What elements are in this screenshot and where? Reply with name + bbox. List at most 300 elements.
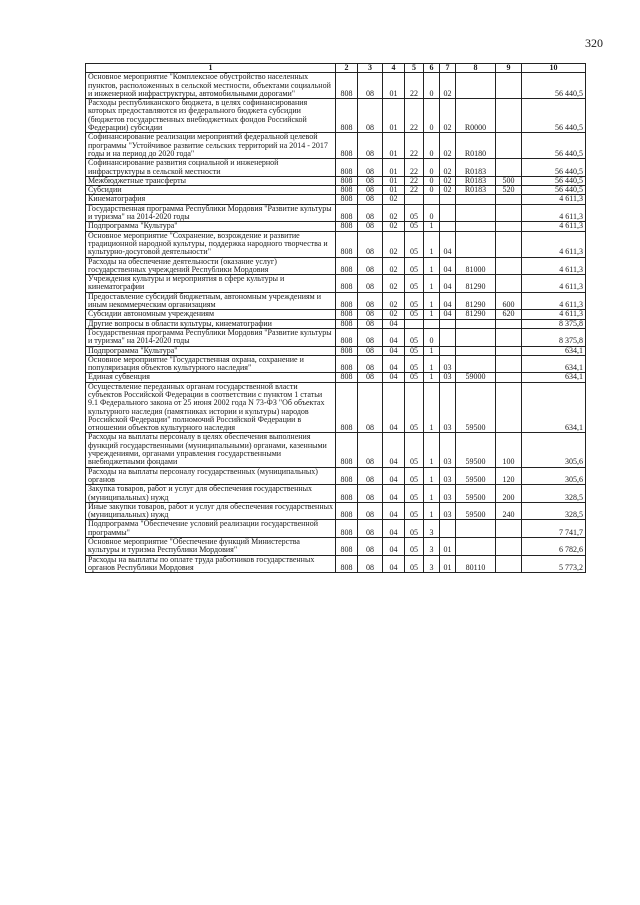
cell-program: 05 [405, 373, 424, 382]
table-row [86, 373, 586, 382]
cell-ministry: 808 [336, 319, 358, 328]
cell-expense-type [496, 195, 522, 204]
cell-expense-type: 620 [496, 310, 522, 319]
cell-activity [440, 204, 456, 222]
cell-subsection: 01 [383, 99, 405, 133]
cell-expense-type [496, 231, 522, 257]
cell-program: 05 [405, 502, 424, 520]
row-name: Предоставление субсидий бюджетным, автономным учреждениям и иным некоммерческим организациям [86, 292, 336, 310]
cell-expense-type [496, 257, 522, 275]
row-name: Учреждения культуры и мероприятия в сфере культуры и кинематографии [86, 275, 336, 293]
cell-subsection: 02 [383, 195, 405, 204]
cell-expense-type: 240 [496, 502, 522, 520]
cell-program: 05 [405, 485, 424, 503]
cell-direction: 59500 [456, 467, 496, 485]
cell-amount: 6 782,6 [522, 538, 586, 556]
cell-activity: 03 [440, 433, 456, 467]
table-row [86, 176, 586, 185]
cell-direction: 59500 [456, 485, 496, 503]
cell-subprogram: 1 [424, 346, 440, 355]
column-header: 8 [456, 64, 496, 73]
cell-subsection: 04 [383, 538, 405, 556]
cell-subsection: 04 [383, 355, 405, 373]
row-name: Закупка товаров, работ и услуг для обеспечения государственных (муниципальных) нужд [86, 485, 336, 503]
cell-subprogram: 0 [424, 204, 440, 222]
table-row [86, 538, 586, 556]
row-name: Другие вопросы в области культуры, кинематографии [86, 319, 336, 328]
cell-section: 08 [358, 502, 383, 520]
cell-subprogram: 3 [424, 555, 440, 573]
table-row [86, 355, 586, 373]
cell-amount: 328,5 [522, 485, 586, 503]
cell-subprogram: 0 [424, 186, 440, 195]
cell-activity: 03 [440, 485, 456, 503]
cell-section: 08 [358, 176, 383, 185]
table-row [86, 433, 586, 467]
cell-direction: 59500 [456, 433, 496, 467]
cell-direction: R0183 [456, 186, 496, 195]
cell-program: 22 [405, 186, 424, 195]
row-name: Расходы на выплаты персоналу государственных (муниципальных) органов [86, 467, 336, 485]
cell-expense-type [496, 346, 522, 355]
cell-section: 08 [358, 159, 383, 177]
cell-activity: 03 [440, 502, 456, 520]
table-row [86, 222, 586, 231]
cell-section: 08 [358, 231, 383, 257]
cell-direction [456, 195, 496, 204]
cell-section: 08 [358, 275, 383, 293]
cell-ministry: 808 [336, 373, 358, 382]
cell-subsection: 04 [383, 373, 405, 382]
cell-program: 22 [405, 133, 424, 159]
cell-direction [456, 222, 496, 231]
cell-expense-type: 100 [496, 433, 522, 467]
cell-section: 08 [358, 99, 383, 133]
cell-subprogram: 0 [424, 328, 440, 346]
cell-subsection: 01 [383, 186, 405, 195]
cell-activity: 04 [440, 292, 456, 310]
cell-subprogram: 1 [424, 222, 440, 231]
cell-subprogram: 1 [424, 310, 440, 319]
cell-subsection: 02 [383, 222, 405, 231]
cell-program: 22 [405, 159, 424, 177]
cell-activity [440, 195, 456, 204]
cell-ministry: 808 [336, 176, 358, 185]
cell-direction: 81290 [456, 310, 496, 319]
cell-direction: 80110 [456, 555, 496, 573]
cell-ministry: 808 [336, 502, 358, 520]
cell-subprogram: 1 [424, 502, 440, 520]
cell-subprogram: 0 [424, 159, 440, 177]
cell-section: 08 [358, 222, 383, 231]
cell-activity: 02 [440, 133, 456, 159]
cell-program: 05 [405, 204, 424, 222]
table-row [86, 467, 586, 485]
cell-direction: R0180 [456, 133, 496, 159]
row-name: Государственная программа Республики Мордовия "Развитие культуры и туризма" на 2014-2020 годы [86, 204, 336, 222]
cell-amount: 305,6 [522, 433, 586, 467]
cell-activity: 01 [440, 538, 456, 556]
row-name: Расходы на выплаты персоналу в целях обеспечения выполнения функций государственными (муниципальными) органами, казенными учреждениями, органами управления государственными внебюджетными фондами [86, 433, 336, 467]
cell-subsection: 04 [383, 520, 405, 538]
column-header: 7 [440, 64, 456, 73]
cell-activity: 04 [440, 310, 456, 319]
cell-section: 08 [358, 346, 383, 355]
cell-program: 05 [405, 328, 424, 346]
cell-program: 22 [405, 99, 424, 133]
cell-section: 08 [358, 433, 383, 467]
cell-activity [440, 346, 456, 355]
cell-amount: 4 611,3 [522, 310, 586, 319]
cell-subsection: 02 [383, 275, 405, 293]
cell-ministry: 808 [336, 222, 358, 231]
column-header: 10 [522, 64, 586, 73]
cell-activity [440, 222, 456, 231]
cell-program: 05 [405, 538, 424, 556]
cell-program [405, 195, 424, 204]
row-name: Софинансирование развития социальной и инженерной инфраструктуры в сельской местности [86, 159, 336, 177]
cell-section: 08 [358, 382, 383, 433]
cell-direction: 81000 [456, 257, 496, 275]
cell-subsection: 04 [383, 485, 405, 503]
table-header-row [86, 64, 586, 73]
cell-section: 08 [358, 319, 383, 328]
cell-subprogram: 0 [424, 176, 440, 185]
cell-amount: 4 611,3 [522, 222, 586, 231]
cell-amount: 4 611,3 [522, 292, 586, 310]
cell-subsection: 04 [383, 382, 405, 433]
row-name: Расходы на выплаты по оплате труда работников государственных органов Республики Мордовия [86, 555, 336, 573]
cell-expense-type [496, 355, 522, 373]
column-header: 4 [383, 64, 405, 73]
cell-program: 05 [405, 257, 424, 275]
cell-program: 05 [405, 555, 424, 573]
cell-direction: 59000 [456, 373, 496, 382]
cell-activity [440, 328, 456, 346]
cell-ministry: 808 [336, 355, 358, 373]
cell-section: 08 [358, 555, 383, 573]
cell-expense-type [496, 99, 522, 133]
table-row [86, 133, 586, 159]
row-name: Основное мероприятие "Обеспечение функций Министерства культуры и туризма Республики Мордовия" [86, 538, 336, 556]
cell-expense-type: 600 [496, 292, 522, 310]
cell-direction [456, 346, 496, 355]
cell-section: 08 [358, 73, 383, 99]
cell-ministry: 808 [336, 204, 358, 222]
cell-amount: 8 375,8 [522, 328, 586, 346]
cell-amount: 634,1 [522, 346, 586, 355]
cell-amount: 7 741,7 [522, 520, 586, 538]
cell-ministry: 808 [336, 99, 358, 133]
cell-activity: 04 [440, 257, 456, 275]
cell-direction: 59500 [456, 502, 496, 520]
cell-ministry: 808 [336, 275, 358, 293]
cell-ministry: 808 [336, 467, 358, 485]
column-header: 1 [86, 64, 336, 73]
row-name: Расходы на обеспечение деятельности (оказание услуг) государственных учреждений Республики Мордовия [86, 257, 336, 275]
cell-subprogram: 1 [424, 485, 440, 503]
page-number: 320 [585, 36, 603, 50]
row-name: Субсидии [86, 186, 336, 195]
row-name: Подпрограмма "Культура" [86, 346, 336, 355]
cell-ministry: 808 [336, 231, 358, 257]
row-name: Подпрограмма "Обеспечение условий реализации государственной программы" [86, 520, 336, 538]
cell-subsection: 02 [383, 204, 405, 222]
cell-direction [456, 520, 496, 538]
cell-subsection: 04 [383, 555, 405, 573]
row-name: Межбюджетные трансферты [86, 176, 336, 185]
cell-ministry: 808 [336, 485, 358, 503]
column-header: 2 [336, 64, 358, 73]
cell-amount: 4 611,3 [522, 231, 586, 257]
cell-ministry: 808 [336, 310, 358, 319]
cell-ministry: 808 [336, 73, 358, 99]
cell-activity: 02 [440, 186, 456, 195]
cell-subprogram [424, 195, 440, 204]
table-row [86, 257, 586, 275]
table-row [86, 328, 586, 346]
cell-activity: 01 [440, 555, 456, 573]
table-row [86, 310, 586, 319]
cell-subprogram: 3 [424, 520, 440, 538]
cell-expense-type: 200 [496, 485, 522, 503]
table-row [86, 346, 586, 355]
cell-section: 08 [358, 310, 383, 319]
cell-program: 05 [405, 292, 424, 310]
cell-activity [440, 319, 456, 328]
cell-amount: 4 611,3 [522, 257, 586, 275]
cell-subsection: 02 [383, 257, 405, 275]
table-row [86, 73, 586, 99]
cell-subsection: 01 [383, 176, 405, 185]
table-row [86, 186, 586, 195]
cell-subprogram: 1 [424, 382, 440, 433]
cell-activity: 02 [440, 176, 456, 185]
cell-amount: 56 440,5 [522, 159, 586, 177]
cell-ministry: 808 [336, 538, 358, 556]
cell-subsection: 04 [383, 328, 405, 346]
cell-amount: 56 440,5 [522, 73, 586, 99]
row-name: Осуществление переданных органам государственной власти субъектов Российской Федерации в соответствии с пунктом 1 статьи 9.1 Федерального закона от 25 июня 2002 года N 73-ФЗ "Об объектах культурного наследия (памятниках истории и культуры) народов Российской Федерации" полномочий Российской Федерации в отношении объектов культурного наследия [86, 382, 336, 433]
cell-program [405, 319, 424, 328]
cell-subsection: 01 [383, 159, 405, 177]
cell-activity: 02 [440, 99, 456, 133]
cell-activity: 03 [440, 467, 456, 485]
table-row [86, 555, 586, 573]
cell-ministry: 808 [336, 382, 358, 433]
cell-subsection: 04 [383, 502, 405, 520]
cell-direction [456, 204, 496, 222]
table-row [86, 502, 586, 520]
cell-program: 05 [405, 467, 424, 485]
column-header: 3 [358, 64, 383, 73]
cell-subsection: 04 [383, 467, 405, 485]
cell-expense-type [496, 382, 522, 433]
cell-amount: 305,6 [522, 467, 586, 485]
cell-section: 08 [358, 204, 383, 222]
table-row [86, 275, 586, 293]
row-name: Государственная программа Республики Мордовия "Развитие культуры и туризма" на 2014-2020 годы [86, 328, 336, 346]
cell-ministry: 808 [336, 257, 358, 275]
cell-section: 08 [358, 186, 383, 195]
cell-direction: R0183 [456, 176, 496, 185]
cell-expense-type [496, 319, 522, 328]
cell-activity [440, 520, 456, 538]
cell-expense-type [496, 520, 522, 538]
cell-subsection: 02 [383, 292, 405, 310]
cell-program: 05 [405, 310, 424, 319]
cell-direction: 81290 [456, 292, 496, 310]
cell-section: 08 [358, 292, 383, 310]
cell-ministry: 808 [336, 346, 358, 355]
cell-direction [456, 355, 496, 373]
cell-amount: 56 440,5 [522, 186, 586, 195]
cell-subsection: 04 [383, 346, 405, 355]
cell-expense-type [496, 328, 522, 346]
cell-direction [456, 73, 496, 99]
cell-amount: 8 375,8 [522, 319, 586, 328]
cell-section: 08 [358, 520, 383, 538]
row-name: Расходы республиканского бюджета, в целях софинансирования которых предоставляются из федерального бюджета субсидии (бюджетов государственных внебюджетных фондов Российской Федерации) субсидии [86, 99, 336, 133]
cell-ministry: 808 [336, 159, 358, 177]
cell-activity: 04 [440, 275, 456, 293]
cell-direction [456, 328, 496, 346]
cell-subprogram: 1 [424, 373, 440, 382]
cell-activity: 02 [440, 159, 456, 177]
table-row [86, 292, 586, 310]
row-name: Субсидии автономным учреждениям [86, 310, 336, 319]
cell-subprogram: 0 [424, 133, 440, 159]
cell-ministry: 808 [336, 186, 358, 195]
cell-amount: 634,1 [522, 373, 586, 382]
cell-subprogram: 1 [424, 257, 440, 275]
cell-expense-type [496, 73, 522, 99]
cell-expense-type: 120 [496, 467, 522, 485]
cell-program: 05 [405, 275, 424, 293]
cell-section: 08 [358, 467, 383, 485]
table-row [86, 231, 586, 257]
cell-direction: 81290 [456, 275, 496, 293]
table-row [86, 520, 586, 538]
cell-subprogram: 1 [424, 275, 440, 293]
cell-amount: 5 773,2 [522, 555, 586, 573]
cell-activity: 02 [440, 73, 456, 99]
column-header: 9 [496, 64, 522, 73]
cell-activity: 04 [440, 231, 456, 257]
table-row [86, 382, 586, 433]
cell-amount: 56 440,5 [522, 99, 586, 133]
cell-direction: R0183 [456, 159, 496, 177]
row-name: Подпрограмма "Культура" [86, 222, 336, 231]
row-name: Софинансирование реализации мероприятий федеральной целевой программы "Устойчивое развитие сельских территорий на 2014 - 2017 годы и на период до 2020 года" [86, 133, 336, 159]
cell-expense-type: 520 [496, 186, 522, 195]
cell-amount: 4 611,3 [522, 275, 586, 293]
cell-subsection: 02 [383, 231, 405, 257]
column-header: 6 [424, 64, 440, 73]
cell-program: 22 [405, 176, 424, 185]
cell-program: 05 [405, 222, 424, 231]
cell-ministry: 808 [336, 520, 358, 538]
cell-subsection: 01 [383, 73, 405, 99]
cell-expense-type [496, 133, 522, 159]
cell-expense-type [496, 275, 522, 293]
cell-activity: 03 [440, 355, 456, 373]
table-body [86, 73, 586, 573]
table-row [86, 319, 586, 328]
cell-direction: R0000 [456, 99, 496, 133]
cell-program: 05 [405, 355, 424, 373]
cell-section: 08 [358, 485, 383, 503]
cell-direction [456, 231, 496, 257]
cell-ministry: 808 [336, 133, 358, 159]
cell-section: 08 [358, 195, 383, 204]
cell-ministry: 808 [336, 555, 358, 573]
cell-expense-type [496, 373, 522, 382]
table-row [86, 204, 586, 222]
cell-subprogram: 0 [424, 99, 440, 133]
column-header: 5 [405, 64, 424, 73]
cell-subsection: 01 [383, 133, 405, 159]
cell-subsection: 04 [383, 433, 405, 467]
cell-subprogram: 1 [424, 433, 440, 467]
cell-amount: 634,1 [522, 355, 586, 373]
cell-amount: 328,5 [522, 502, 586, 520]
table-row [86, 485, 586, 503]
cell-subprogram: 1 [424, 355, 440, 373]
cell-direction: 59500 [456, 382, 496, 433]
row-name: Основное мероприятие "Государственная охрана, сохранение и популяризация объектов культурного наследия" [86, 355, 336, 373]
cell-ministry: 808 [336, 195, 358, 204]
cell-section: 08 [358, 538, 383, 556]
cell-program: 05 [405, 520, 424, 538]
cell-section: 08 [358, 133, 383, 159]
cell-section: 08 [358, 373, 383, 382]
cell-subprogram: 1 [424, 231, 440, 257]
cell-program: 05 [405, 433, 424, 467]
cell-amount: 56 440,5 [522, 133, 586, 159]
cell-section: 08 [358, 257, 383, 275]
row-name: Основное мероприятие "Комплексное обустройство населенных пунктов, расположенных в сельской местности, объектами социальной и инженерной инфраструктуры, автомобильными дорогами" [86, 73, 336, 99]
row-name: Единая субвенция [86, 373, 336, 382]
cell-expense-type [496, 538, 522, 556]
cell-subprogram: 3 [424, 538, 440, 556]
cell-subprogram: 1 [424, 467, 440, 485]
cell-subsection: 04 [383, 319, 405, 328]
cell-program: 22 [405, 73, 424, 99]
cell-expense-type [496, 204, 522, 222]
table-row [86, 159, 586, 177]
table-row [86, 99, 586, 133]
row-name: Основное мероприятие "Сохранение, возрождение и развитие традиционной народной культуры, поддержка народного творчества и культурно-досуговой деятельности" [86, 231, 336, 257]
cell-section: 08 [358, 328, 383, 346]
table-row [86, 195, 586, 204]
cell-ministry: 808 [336, 328, 358, 346]
cell-amount: 634,1 [522, 382, 586, 433]
cell-expense-type [496, 555, 522, 573]
cell-expense-type [496, 159, 522, 177]
cell-direction [456, 319, 496, 328]
cell-ministry: 808 [336, 292, 358, 310]
cell-program: 05 [405, 382, 424, 433]
row-name: Кинематография [86, 195, 336, 204]
cell-activity: 03 [440, 382, 456, 433]
cell-subprogram: 0 [424, 73, 440, 99]
cell-program: 05 [405, 346, 424, 355]
cell-program: 05 [405, 231, 424, 257]
cell-ministry: 808 [336, 433, 358, 467]
row-name: Иные закупки товаров, работ и услуг для обеспечения государственных (муниципальных) нужд [86, 502, 336, 520]
cell-direction [456, 538, 496, 556]
